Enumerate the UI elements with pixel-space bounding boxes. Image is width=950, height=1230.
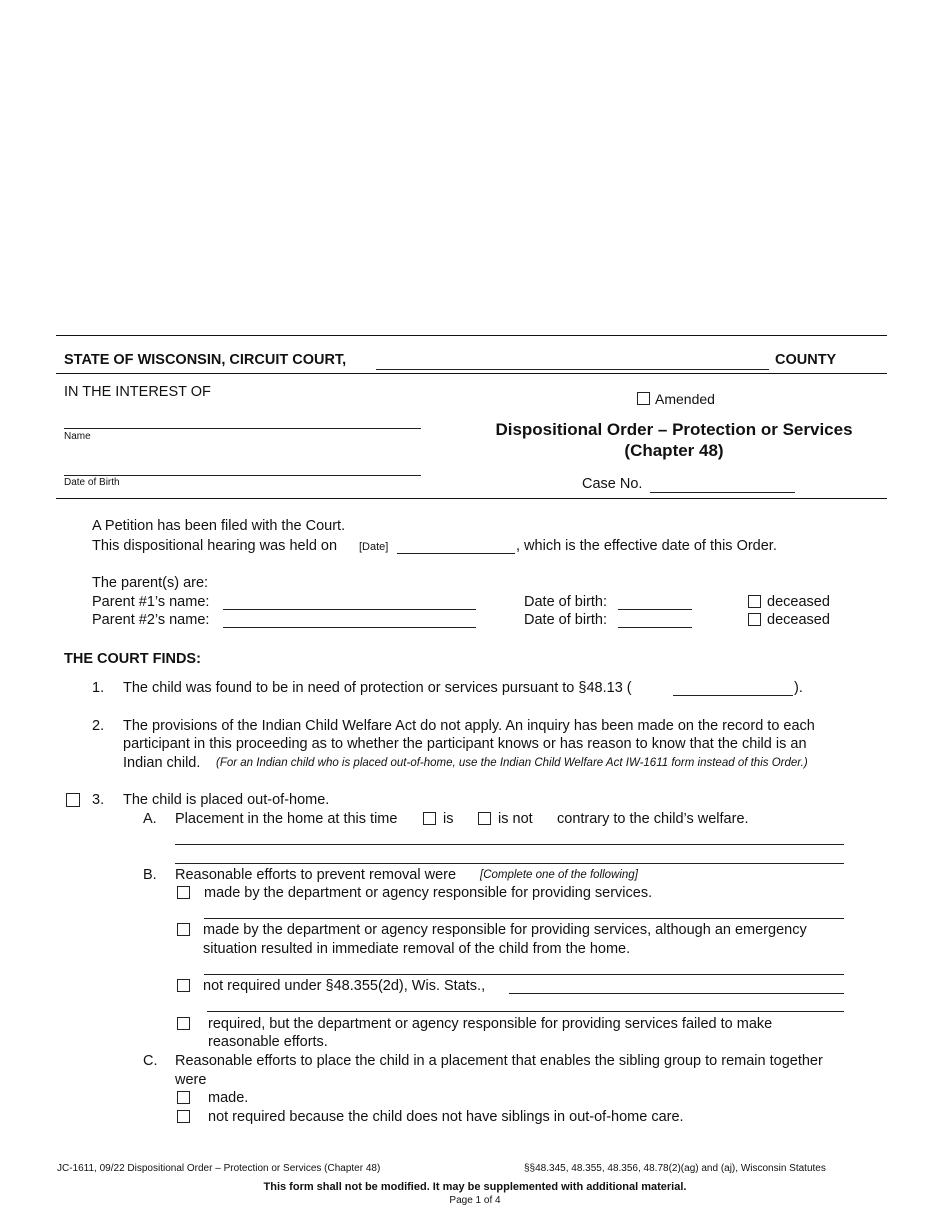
item1-text-close: ). [794,680,803,696]
item3b-opt1-checkbox[interactable] [177,886,190,899]
hearing-text-pre: This dispositional hearing was held on [92,538,338,554]
item3b-opt4-line2: reasonable efforts. [208,1034,328,1050]
item3a-letter: A. [143,811,157,827]
item3c-opt1-checkbox[interactable] [177,1091,190,1104]
item3b-hint: [Complete one of the following] [480,869,638,881]
item3a-is-not-checkbox[interactable] [478,812,491,825]
item2-line1: The provisions of the Indian Child Welfare Act do not apply. An inquiry has been made on the record to each [123,718,815,734]
item1-number: 1. [92,680,105,696]
item3b-opt3-line[interactable] [207,1011,844,1012]
parent1-dob-field[interactable] [618,609,692,610]
item3c-opt2-text: not required because the child does not have siblings in out-of-home care. [208,1109,684,1125]
item2-number: 2. [92,718,105,734]
item3b-letter: B. [143,867,157,883]
item3a-text: Placement in the home at this time [175,811,398,827]
parent2-deceased-checkbox[interactable] [748,613,761,626]
item3a-is-not-label: is not [498,811,533,827]
item3b-opt1-line[interactable] [204,918,844,919]
item3b-opt3-field[interactable] [509,993,844,994]
item3b-opt2-line1: made by the department or agency responsible for providing services, although an emergency [203,922,807,938]
item3c-line2: were [175,1072,207,1088]
item3-number: 3. [92,792,105,808]
child-dob-field[interactable] [64,475,421,476]
item3b-opt4-checkbox[interactable] [177,1017,190,1030]
footer-statutes: §§48.345, 48.355, 48.356, 48.78(2)(ag) and (aj), Wisconsin Statutes [524,1163,826,1174]
item3c-line1: Reasonable efforts to place the child in a placement that enables the sibling group to remain together [175,1053,823,1069]
amended-checkbox[interactable] [637,392,650,405]
amended-label: Amended [655,391,715,407]
court-label: STATE OF WISCONSIN, CIRCUIT COURT, [64,352,347,368]
item3-checkbox[interactable] [66,793,80,807]
item3-text: The child is placed out-of-home. [123,792,330,808]
hearing-text-post: , which is the effective date of this Order. [516,538,777,554]
item3b-opt2-checkbox[interactable] [177,923,190,936]
item3b-opt3-checkbox[interactable] [177,979,190,992]
item1-text: The child was found to be in need of protection or services pursuant to §48.13 ( [123,680,632,696]
header-mid-rule [56,373,887,374]
item3b-opt4-line1: required, but the department or agency responsible for providing services failed to make [208,1016,773,1032]
item3b-text: Reasonable efforts to prevent removal were [175,867,457,883]
item3c-letter: C. [143,1053,158,1069]
child-name-field[interactable] [64,428,421,429]
item3a-contrary-text: contrary to the child’s welfare. [557,811,749,827]
findings-heading: THE COURT FINDS: [64,651,201,667]
item3c-opt2-checkbox[interactable] [177,1110,190,1123]
item3a-reason-line2[interactable] [175,863,844,864]
parent1-label: Parent #1’s name: [92,594,210,610]
parent1-deceased-checkbox[interactable] [748,595,761,608]
petition-text: A Petition has been filed with the Court. [92,518,346,534]
item3c-opt1-text: made. [208,1090,249,1106]
item3a-is-checkbox[interactable] [423,812,436,825]
parent2-name-field[interactable] [223,627,476,628]
footer-notice: This form shall not be modified. It may be supplemented with additional material. [263,1181,687,1193]
footer-page-number: Page 1 of 4 [449,1195,501,1206]
parents-label: The parent(s) are: [92,575,209,591]
form-title-chapter: (Chapter 48) [624,441,724,460]
parent1-dob-label: Date of birth: [524,594,608,610]
county-label: COUNTY [775,352,837,368]
footer-form-id: JC-1611, 09/22 Dispositional Order – Protection or Services (Chapter 48) [57,1163,381,1174]
item3a-reason-line1[interactable] [175,844,844,845]
name-label: Name [64,431,91,442]
hearing-date-hint: [Date] [359,541,389,553]
item1-field[interactable] [673,695,793,696]
item3a-is-label: is [443,811,454,827]
parent2-dob-field[interactable] [618,627,692,628]
form-title: Dispositional Order – Protection or Services [495,420,853,439]
county-field[interactable] [376,369,769,370]
header-top-rule [56,335,887,336]
item2-line2: participant in this proceeding as to whether the participant knows or has reason to know that the child is an [123,736,807,752]
parent1-deceased-label: deceased [767,594,830,610]
parent2-dob-label: Date of birth: [524,612,608,628]
hearing-date-field[interactable] [397,553,515,554]
case-no-field[interactable] [650,492,795,493]
header-bottom-rule [56,498,887,499]
parent2-label: Parent #2’s name: [92,612,210,628]
interest-label: IN THE INTEREST OF [64,384,211,400]
parent1-name-field[interactable] [223,609,476,610]
case-no-label: Case No. [582,476,643,492]
item3b-opt1-text: made by the department or agency responsible for providing services. [204,885,653,901]
item2-note: (For an Indian child who is placed out-of-home, use the Indian Child Welfare Act IW-1611 form instead of this Order.) [216,757,808,769]
parent2-deceased-label: deceased [767,612,830,628]
dob-label: Date of Birth [64,477,120,488]
item2-line3: Indian child. [123,755,201,771]
item3b-opt3-text: not required under §48.355(2d), Wis. Stats., [203,978,486,994]
item3b-opt2-line[interactable] [204,974,844,975]
item3b-opt2-line2: situation resulted in immediate removal of the child from the home. [203,941,631,957]
